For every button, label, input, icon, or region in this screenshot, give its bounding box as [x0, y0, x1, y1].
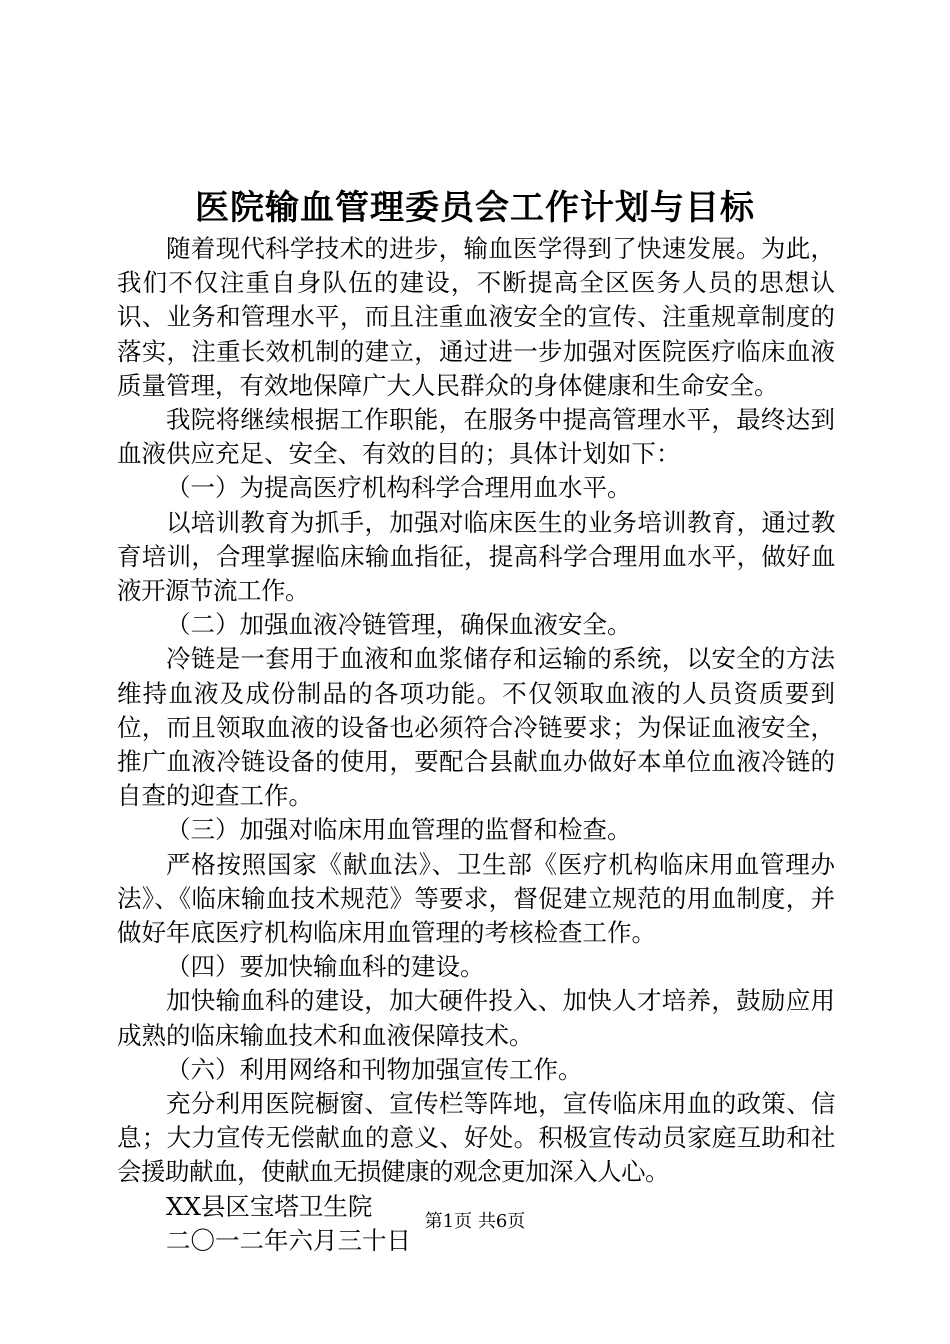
document-body [117, 232, 835, 1258]
section-heading-4: （四）要加快输血科的建设。 [166, 952, 485, 982]
section-heading-2: （二）加强血液冷链管理，确保血液安全。 [166, 610, 632, 640]
section-heading-1: （一）为提高医疗机构科学合理用血水平。 [166, 473, 632, 503]
paragraph-intro: 随着现代科学技术的进步，输血医学得到了快速发展。为此，我们不仅注重自身队伍的建设，不断提高全区医务人员的思想认识、业务和管理水平，而且注重血液安全的宣传、注重规章制度的落实，注重长效机制的建立，通过进一步加强对医院医疗临床血液质量管理，有效地保障广大人民群众的身体健康和生命安全。 [117, 234, 835, 400]
section-body-3: 严格按照国家《献血法》、卫生部《医疗机构临床用血管理办法》、《临床输血技术规范》等要求，督促建立规范的用血制度，并做好年底医疗机构临床用血管理的考核检查工作。 [117, 849, 835, 948]
section-heading-6: （六）利用网络和刊物加强宣传工作。 [166, 1054, 583, 1084]
signature-organization: XX县区宝塔卫生院 [166, 1191, 373, 1221]
signature-date: 二〇一二年六月三十日 [166, 1225, 411, 1255]
section-body-4: 加快输血科的建设，加大硬件投入、加快人才培养，鼓励应用成熟的临床输血技术和血液保障技术。 [117, 986, 835, 1050]
section-heading-3: （三）加强对临床用血管理的监督和检查。 [166, 815, 632, 845]
section-body-2: 冷链是一套用于血液和血浆储存和运输的系统，以安全的方法维持血液及成份制品的各项功能。不仅领取血液的人员资质要到位，而且领取血液的设备也必须符合冷链要求；为保证血液安全，推广血液冷链设备的使用，要配合县献血办做好本单位血液冷链的自查的迎查工作。 [117, 644, 835, 811]
document-title: 医院输血管理委员会工作计划与目标 [195, 188, 755, 228]
paragraph-plan-intro: 我院将继续根据工作职能，在服务中提高管理水平，最终达到血液供应充足、安全、有效的目的；具体计划如下： [117, 405, 835, 469]
page-number-footer: 第1页 共6页 [424, 1211, 526, 1232]
section-body-1: 以培训教育为抓手，加强对临床医生的业务培训教育，通过教育培训，合理掌握临床输血指征，提高科学合理用血水平，做好血液开源节流工作。 [117, 507, 835, 606]
section-body-6: 充分利用医院橱窗、宣传栏等阵地，宣传临床用血的政策、信息；大力宣传无偿献血的意义、好处。积极宣传动员家庭互助和社会援助献血，使献血无损健康的观念更加深入人心。 [117, 1089, 835, 1187]
